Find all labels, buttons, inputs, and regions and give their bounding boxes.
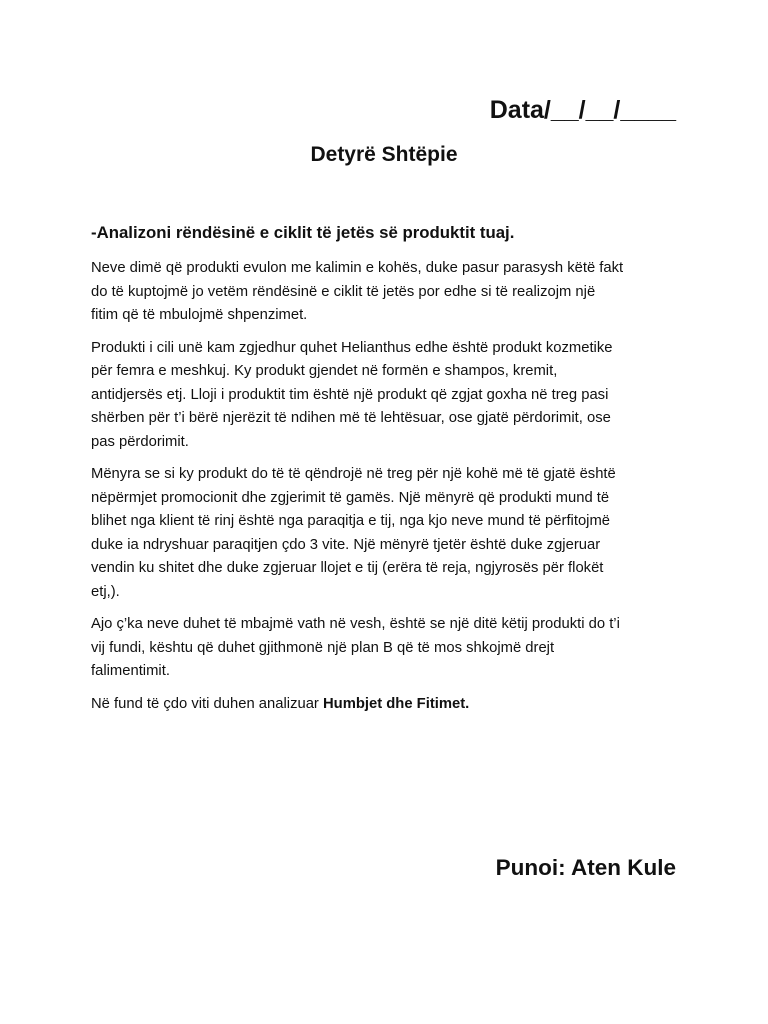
paragraph-1-line-1: Neve dimë që produkti evulon me kalimin e kohës, duke pasur parasysh këtë fakt (91, 260, 624, 276)
paragraph-3-line-4: duke ia ndryshuar paraqitjen çdo 3 vite. Një mënyrë tjetër është duke zgjeruar (91, 536, 601, 553)
paragraph-1-line-2: do të kuptojmë jo vetëm rëndësinë e ciklit të jetës por edhe si të realizojm një (91, 283, 596, 300)
paragraph-5 (91, 693, 681, 717)
paragraph-3-line-6: etj,). (91, 583, 120, 600)
paragraph-2-line-4: shërben për t’i bërë njerëzit të ndihen më të lehtësuar, ose gjatë përdorimit, ose (91, 410, 611, 426)
paragraph-1-line-3: fitim që të mbulojmë shpenzimet. (91, 307, 308, 323)
paragraph-3-line-2: nëpërmjet promocionit dhe zgjerimit të gamës. Një mënyrë që produkti mund të (91, 489, 610, 506)
paragraph-2 (91, 337, 681, 455)
assignment-question: -Analizoni rëndësinë e ciklit të jetës së produktit tuaj. (91, 223, 515, 242)
paragraph-3-line-3: blihet nga klient të rinj është nga paraqitja e tij, nga kjo neve mund të përfitojmë (91, 513, 611, 529)
paragraph-4 (91, 613, 681, 684)
paragraph-3-line-5: vendin ku shitet dhe duke zgjeruar llojet e tij (erëra të reja, ngjyrosës për flokët (91, 560, 604, 576)
paragraph-4-line-3: falimentimit. (91, 663, 170, 679)
paragraph-4-line-2: vij fundi, kështu që duhet gjithmonë një plan B që të mos shkojmë drejt (91, 639, 555, 656)
paragraph-5-line-1 (91, 693, 681, 717)
document-body (91, 257, 681, 725)
paragraph-1 (91, 257, 681, 328)
date-field: Data/__/__/____ (489, 96, 676, 124)
document-title: Detyrë Shtëpie (310, 143, 458, 166)
paragraph-2-line-5: pas përdorimit. (91, 433, 189, 450)
profit-loss-emphasis: Humbjet dhe Fitimet. (322, 695, 470, 712)
paragraph-2-line-3: antidjersës etj. Lloji i produktit tim është një produkt që zgjat goxha në treg pasi (91, 386, 609, 403)
paragraph-2-line-1: Produkti i cili unë kam zgjedhur quhet Helianthus edhe është produkt kozmetike (91, 339, 613, 356)
author-signature: Punoi: Aten Kule (495, 855, 676, 880)
paragraph-4-line-1: Ajo ç’ka neve duhet të mbajmë vath në vesh, është se një ditë këtij produkti do t’i (91, 616, 620, 632)
paragraph-2-line-2: për femra e meshkuj. Ky produkt gjendet në formën e shampos, kremit, (91, 363, 558, 379)
paragraph-3-line-1: Mënyra se si ky produkt do të të qëndrojë në treg për një kohë më të gjatë është (91, 466, 616, 482)
paragraph-3 (91, 463, 681, 604)
paragraph-5-text: Në fund të çdo viti duhen analizuar (91, 695, 323, 712)
